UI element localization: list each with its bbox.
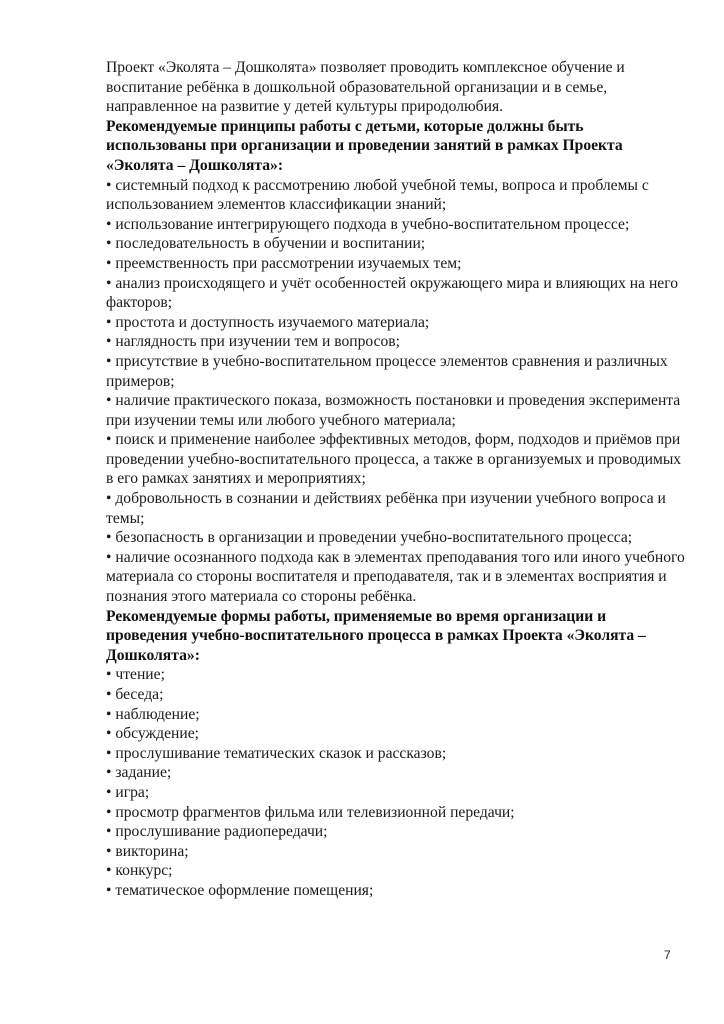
list-item <box>106 842 686 862</box>
bullet-icon: • <box>106 842 112 860</box>
bullet-icon: • <box>106 333 112 351</box>
list-item <box>106 744 686 764</box>
list-item <box>106 234 686 254</box>
bullet-icon: • <box>106 352 112 370</box>
list-item <box>106 528 686 548</box>
bullet-icon: • <box>106 431 112 449</box>
list-item-text: присутствие в учебно-воспитательном процессе элементов сравнения и различных примеров; <box>106 352 668 390</box>
list-item <box>106 705 686 725</box>
bullet-icon: • <box>106 744 112 762</box>
list-item-text: преемственность при рассмотрении изучаемых тем; <box>115 254 462 272</box>
bullet-icon: • <box>106 803 112 821</box>
list-item <box>106 685 686 705</box>
bullet-icon: • <box>106 686 112 703</box>
list-item-text: прослушивание тематических сказок и рассказов; <box>115 744 447 762</box>
bullet-icon: • <box>106 176 112 194</box>
principles-list <box>106 176 686 607</box>
list-item <box>106 783 686 803</box>
list-item <box>106 313 686 333</box>
list-item-text: обсуждение; <box>115 725 199 743</box>
bullet-icon: • <box>106 392 112 410</box>
list-item-text: викторина; <box>115 842 189 860</box>
list-item-text: беседа; <box>115 686 164 703</box>
list-item <box>106 489 686 528</box>
list-item-text: игра; <box>115 783 150 801</box>
bullet-icon: • <box>106 764 112 782</box>
list-item-text: наличие осознанного подхода как в элементах преподавания того или иного учебного материала со стороны воспитателя и преподавателя, так и в элементах восприятия и познания этого материала со стороны ребёнка. <box>106 548 685 606</box>
forms-heading: Рекомендуемые формы работы, применяемые во время организации и проведения учебно-воспитательного процесса в рамках Проекта «Эколята – Дошколята»: <box>106 607 646 664</box>
bullet-icon: • <box>106 215 112 233</box>
list-item <box>106 274 686 313</box>
bullet-icon: • <box>106 666 112 684</box>
list-item <box>106 548 686 607</box>
list-item-text: простота и доступность изучаемого материала; <box>115 313 430 331</box>
list-item-text: наблюдение; <box>115 705 200 723</box>
list-item-text: наглядность при изучении тем и вопросов; <box>115 333 401 351</box>
list-item-text: поиск и применение наиболее эффективных методов, форм, подходов и приёмов при проведении учебно-воспитательного процесса, а также в организуемых и проводимых в его рамках занятиях и мероприятиях; <box>106 431 682 488</box>
list-item-text: чтение; <box>115 666 165 684</box>
bullet-icon: • <box>106 862 112 880</box>
list-item <box>106 763 686 783</box>
list-item <box>106 724 686 744</box>
list-item-text: тематическое оформление помещения; <box>115 881 374 899</box>
list-item-text: использование интегрирующего подхода в учебно-воспитательном процессе; <box>115 215 630 233</box>
page-number: 7 <box>664 948 671 962</box>
list-item <box>106 332 686 352</box>
bullet-icon: • <box>106 823 112 841</box>
list-item-text: просмотр фрагментов фильма или телевизионной передачи; <box>115 803 515 821</box>
list-item-text: конкурс; <box>115 862 173 880</box>
list-item <box>106 391 686 430</box>
list-item <box>106 430 686 489</box>
list-item-text: безопасность в организации и проведении учебно-воспитательного процесса; <box>115 529 633 547</box>
bullet-icon: • <box>106 783 112 801</box>
list-item-text: последовательность в обучении и воспитании; <box>115 235 426 253</box>
list-item <box>106 822 686 842</box>
list-item-text: анализ происходящего и учёт особенностей окружающего мира и влияющих на него факторов; <box>106 274 679 312</box>
list-item-text: прослушивание радиопередачи; <box>115 823 328 841</box>
bullet-icon: • <box>106 529 112 547</box>
bullet-icon: • <box>106 725 112 743</box>
bullet-icon: • <box>106 490 112 508</box>
bullet-icon: • <box>106 313 112 331</box>
list-item <box>106 803 686 823</box>
list-item <box>106 352 686 391</box>
principles-heading: Рекомендуемые принципы работы с детьми, которые должны быть использованы при организации и проведении занятий в рамках Проекта «Эколята – Дошколята»: <box>106 117 623 174</box>
page-content <box>106 58 686 901</box>
bullet-icon: • <box>106 881 112 899</box>
list-item <box>106 215 686 235</box>
list-item <box>106 665 686 685</box>
list-item-text: добровольность в сознании и действиях ребёнка при изучении учебного вопроса и темы; <box>106 490 666 527</box>
bullet-icon: • <box>106 235 112 253</box>
forms-list <box>106 665 686 900</box>
list-item <box>106 861 686 881</box>
list-item-text: системный подход к рассмотрению любой учебной темы, вопроса и проблемы с использованием элементов классификации знаний; <box>106 176 649 214</box>
list-item-text: задание; <box>115 764 172 782</box>
list-item-text: наличие практического показа, возможность постановки и проведения эксперимента при изучении темы или любого учебного материала; <box>106 392 681 429</box>
list-item <box>106 254 686 274</box>
intro-paragraph: Проект «Эколята – Дошколята» позволяет проводить комплексное обучение и воспитание ребёнка в дошкольной образовательной организации и в семье, направленное на развитие у детей культуры природолюбия. <box>106 59 625 116</box>
list-item <box>106 881 686 901</box>
bullet-icon: • <box>106 254 112 272</box>
bullet-icon: • <box>106 274 112 292</box>
bullet-icon: • <box>106 548 112 566</box>
bullet-icon: • <box>106 705 112 723</box>
list-item <box>106 176 686 215</box>
